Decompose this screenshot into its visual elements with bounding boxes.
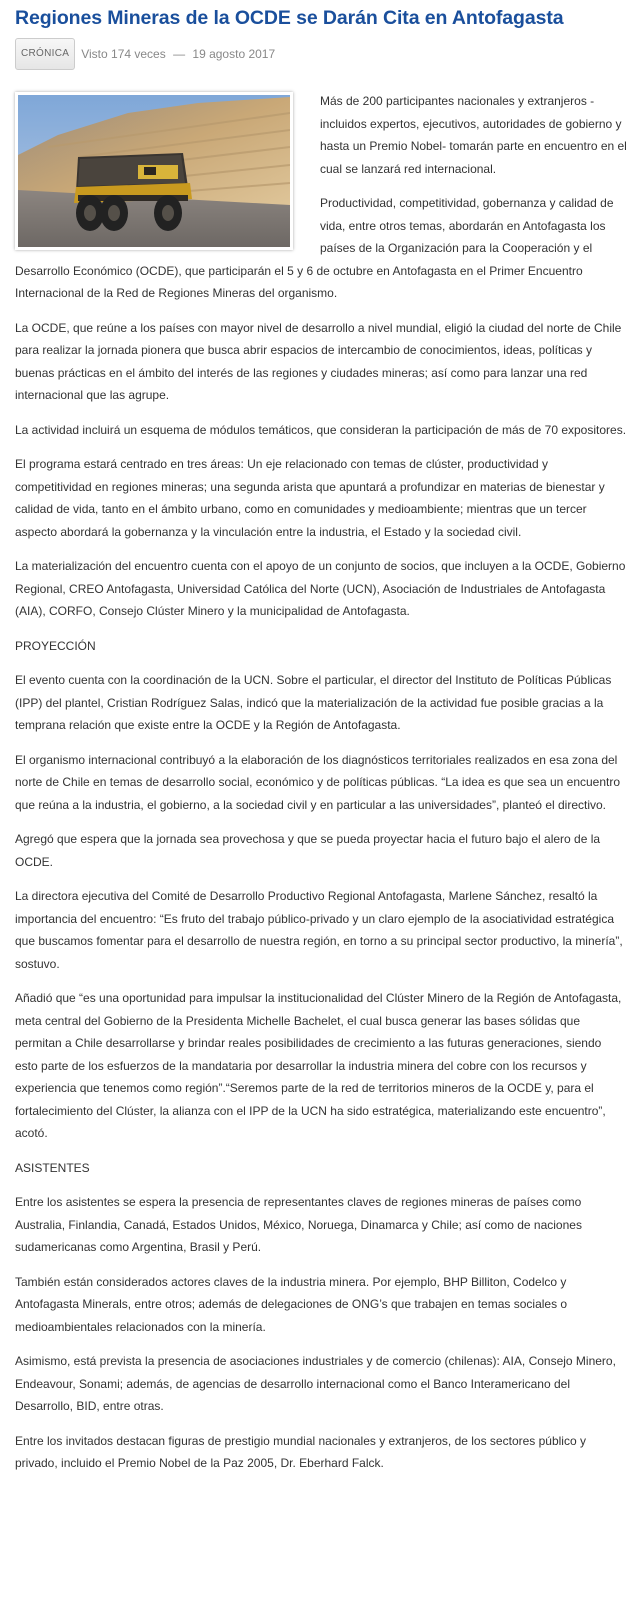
paragraph: El organismo internacional contribuyó a la elaboración de los diagnósticos territoriales realizados en esa zona del norte de Chile en temas de desarrollo social, económico y de políticas públicas. “La idea es que sea un encuentro que reúna a la industria, el gobierno, a la sociedad civil y en particular a las universidades”, planteó el directivo. (15, 752, 621, 812)
paragraph: La directora ejecutiva del Comité de Desarrollo Productivo Regional Antofagasta, Marlene Sánchez, resaltó la importancia del encuentro: “Es fruto del trabajo público-privado y un claro ejemplo de la asociatividad estratégica que buscamos fomentar para el desarrollo de nuestra región, en torno a su principal sector productivo, la minería”, sostuvo. (15, 889, 623, 971)
meta-info (81, 47, 275, 61)
paragraph: Productividad, competitividad, gobernanza y calidad de vida, entre otros temas, abordarán en Antofagasta los países de la Organización para la Cooperación y el Desarrollo Económico (OCDE), que participarán el 5 y 6 de octubre en Antofagasta en el Primer Encuentro Internacional de la Red de Regiones Mineras del organismo. (15, 196, 614, 300)
mining-truck-image (15, 92, 293, 250)
paragraph: La materialización del encuentro cuenta con el apoyo de un conjunto de socios, que incluyen a la OCDE, Gobierno Regional, CREO Antofagasta, Universidad Católica del Norte (UCN), Asociación de Industriales de Antofagasta (AIA), CORFO, Consejo Clúster Minero y la municipalidad de Antofagasta. (15, 559, 626, 618)
paragraph: Agregó que espera que la jornada sea provechosa y que se pueda proyectar hacia el futuro bajo el alero de la OCDE. (15, 832, 601, 869)
paragraph: La OCDE, que reúne a los países con mayor nivel de desarrollo a nivel mundial, eligió la ciudad del norte de Chile para realizar la jornada pionera que busca abrir espacios de intercambio de conocimientos, ideas, políticas y buenas prácticas en el ámbito del interés de las regiones y ciudades mineras; así como para lanzar una red internacional que las agrupe. (15, 320, 622, 402)
article-meta (15, 38, 627, 70)
paragraph: Entre los asistentes se espera la presencia de representantes claves de regiones mineras de países como Australia, Finlandia, Canadá, Estados Unidos, México, Noruega, Dinamarca y Chile; así como de naciones sudamericanas como Argentina, Brasil y Perú. (15, 1195, 582, 1254)
mining-truck-photo-icon (18, 95, 290, 247)
paragraph: La actividad incluirá un esquema de módulos temáticos, que consideran la participación de más de 70 expositores. (15, 422, 627, 437)
section-heading-asistentes: ASISTENTES (15, 1160, 90, 1175)
article-body (15, 90, 627, 1475)
paragraph: Añadió que “es una oportunidad para impulsar la institucionalidad del Clúster Minero de la Región de Antofagasta, meta central del Gobierno de la Presidenta Michelle Bachelet, el cual busca generar las bases sólidas que permitan a Chile desarrollarse y brindar reales posibilidades de crecimiento a las futuras generaciones, siendo esto parte de los esfuerzos de la mandataria por desarrollar la industria minera del cobre con los recursos y experiencia que tenemos como región”.“Seremos parte de la red de territorios mineros de la OCDE y, para el fortalecimiento del Clúster, la alianza con el IPP de la UCN ha sido estratégica, materializando este encuentro”, acotó. (15, 991, 622, 1140)
paragraph: El programa estará centrado en tres áreas: Un eje relacionado con temas de clúster, productividad y competitividad en regiones mineras; una segunda arista que apuntará a profundizar en materias de bienestar y calidad de vida, tanto en el ámbito urbano, como en comunidades y medioambiente; mientras que un tercer aspecto abordará la gobernanza y la vinculación entre la industria, el Estado y la sociedad civil. (15, 457, 605, 539)
paragraph: Entre los invitados destacan figuras de prestigio mundial nacionales y extranjeros, de los sectores público y privado, incluido el Premio Nobel de la Paz 2005, Dr. Eberhard Falck. (15, 1433, 586, 1470)
section-heading-proyeccion: PROYECCIÓN (15, 638, 96, 653)
category-badge[interactable]: CRÓNICA (15, 38, 75, 70)
view-count: Visto 174 veces (81, 47, 166, 61)
paragraph: El evento cuenta con la coordinación de la UCN. Sobre el particular, el director del Instituto de Políticas Públicas (IPP) del plantel, Cristian Rodríguez Salas, indicó que la materialización de la actividad fue posible gracias a la temprana relación que existe entre la OCDE y la Región de Antofagasta. (15, 673, 612, 732)
paragraph: Asimismo, está prevista la presencia de asociaciones industriales y de comercio (chilenas): AIA, Consejo Minero, Endeavour, Sonami; además, de agencias de desarrollo internacional como el Banco Interamericano del Desarrollo, BID, entre otras. (15, 1354, 616, 1413)
publish-date: 19 agosto 2017 (192, 47, 276, 61)
paragraph: También están considerados actores claves de la industria minera. Por ejemplo, BHP Billiton, Codelco y Antofagasta Minerals, entre otros; además de delegaciones de ONG’s que trabajen en temas sociales o medioambientales relacionados con la minería. (15, 1274, 568, 1334)
article-title[interactable]: Regiones Mineras de la OCDE se Darán Cita en Antofagasta (15, 7, 564, 29)
meta-separator: — (173, 47, 186, 61)
paragraph: Más de 200 participantes nacionales y extranjeros -incluidos expertos, ejecutivos, autoridades de gobierno y hasta un Premio Nobel- tomarán parte en encuentro en el cual se lanzará red internacional. (320, 94, 627, 176)
